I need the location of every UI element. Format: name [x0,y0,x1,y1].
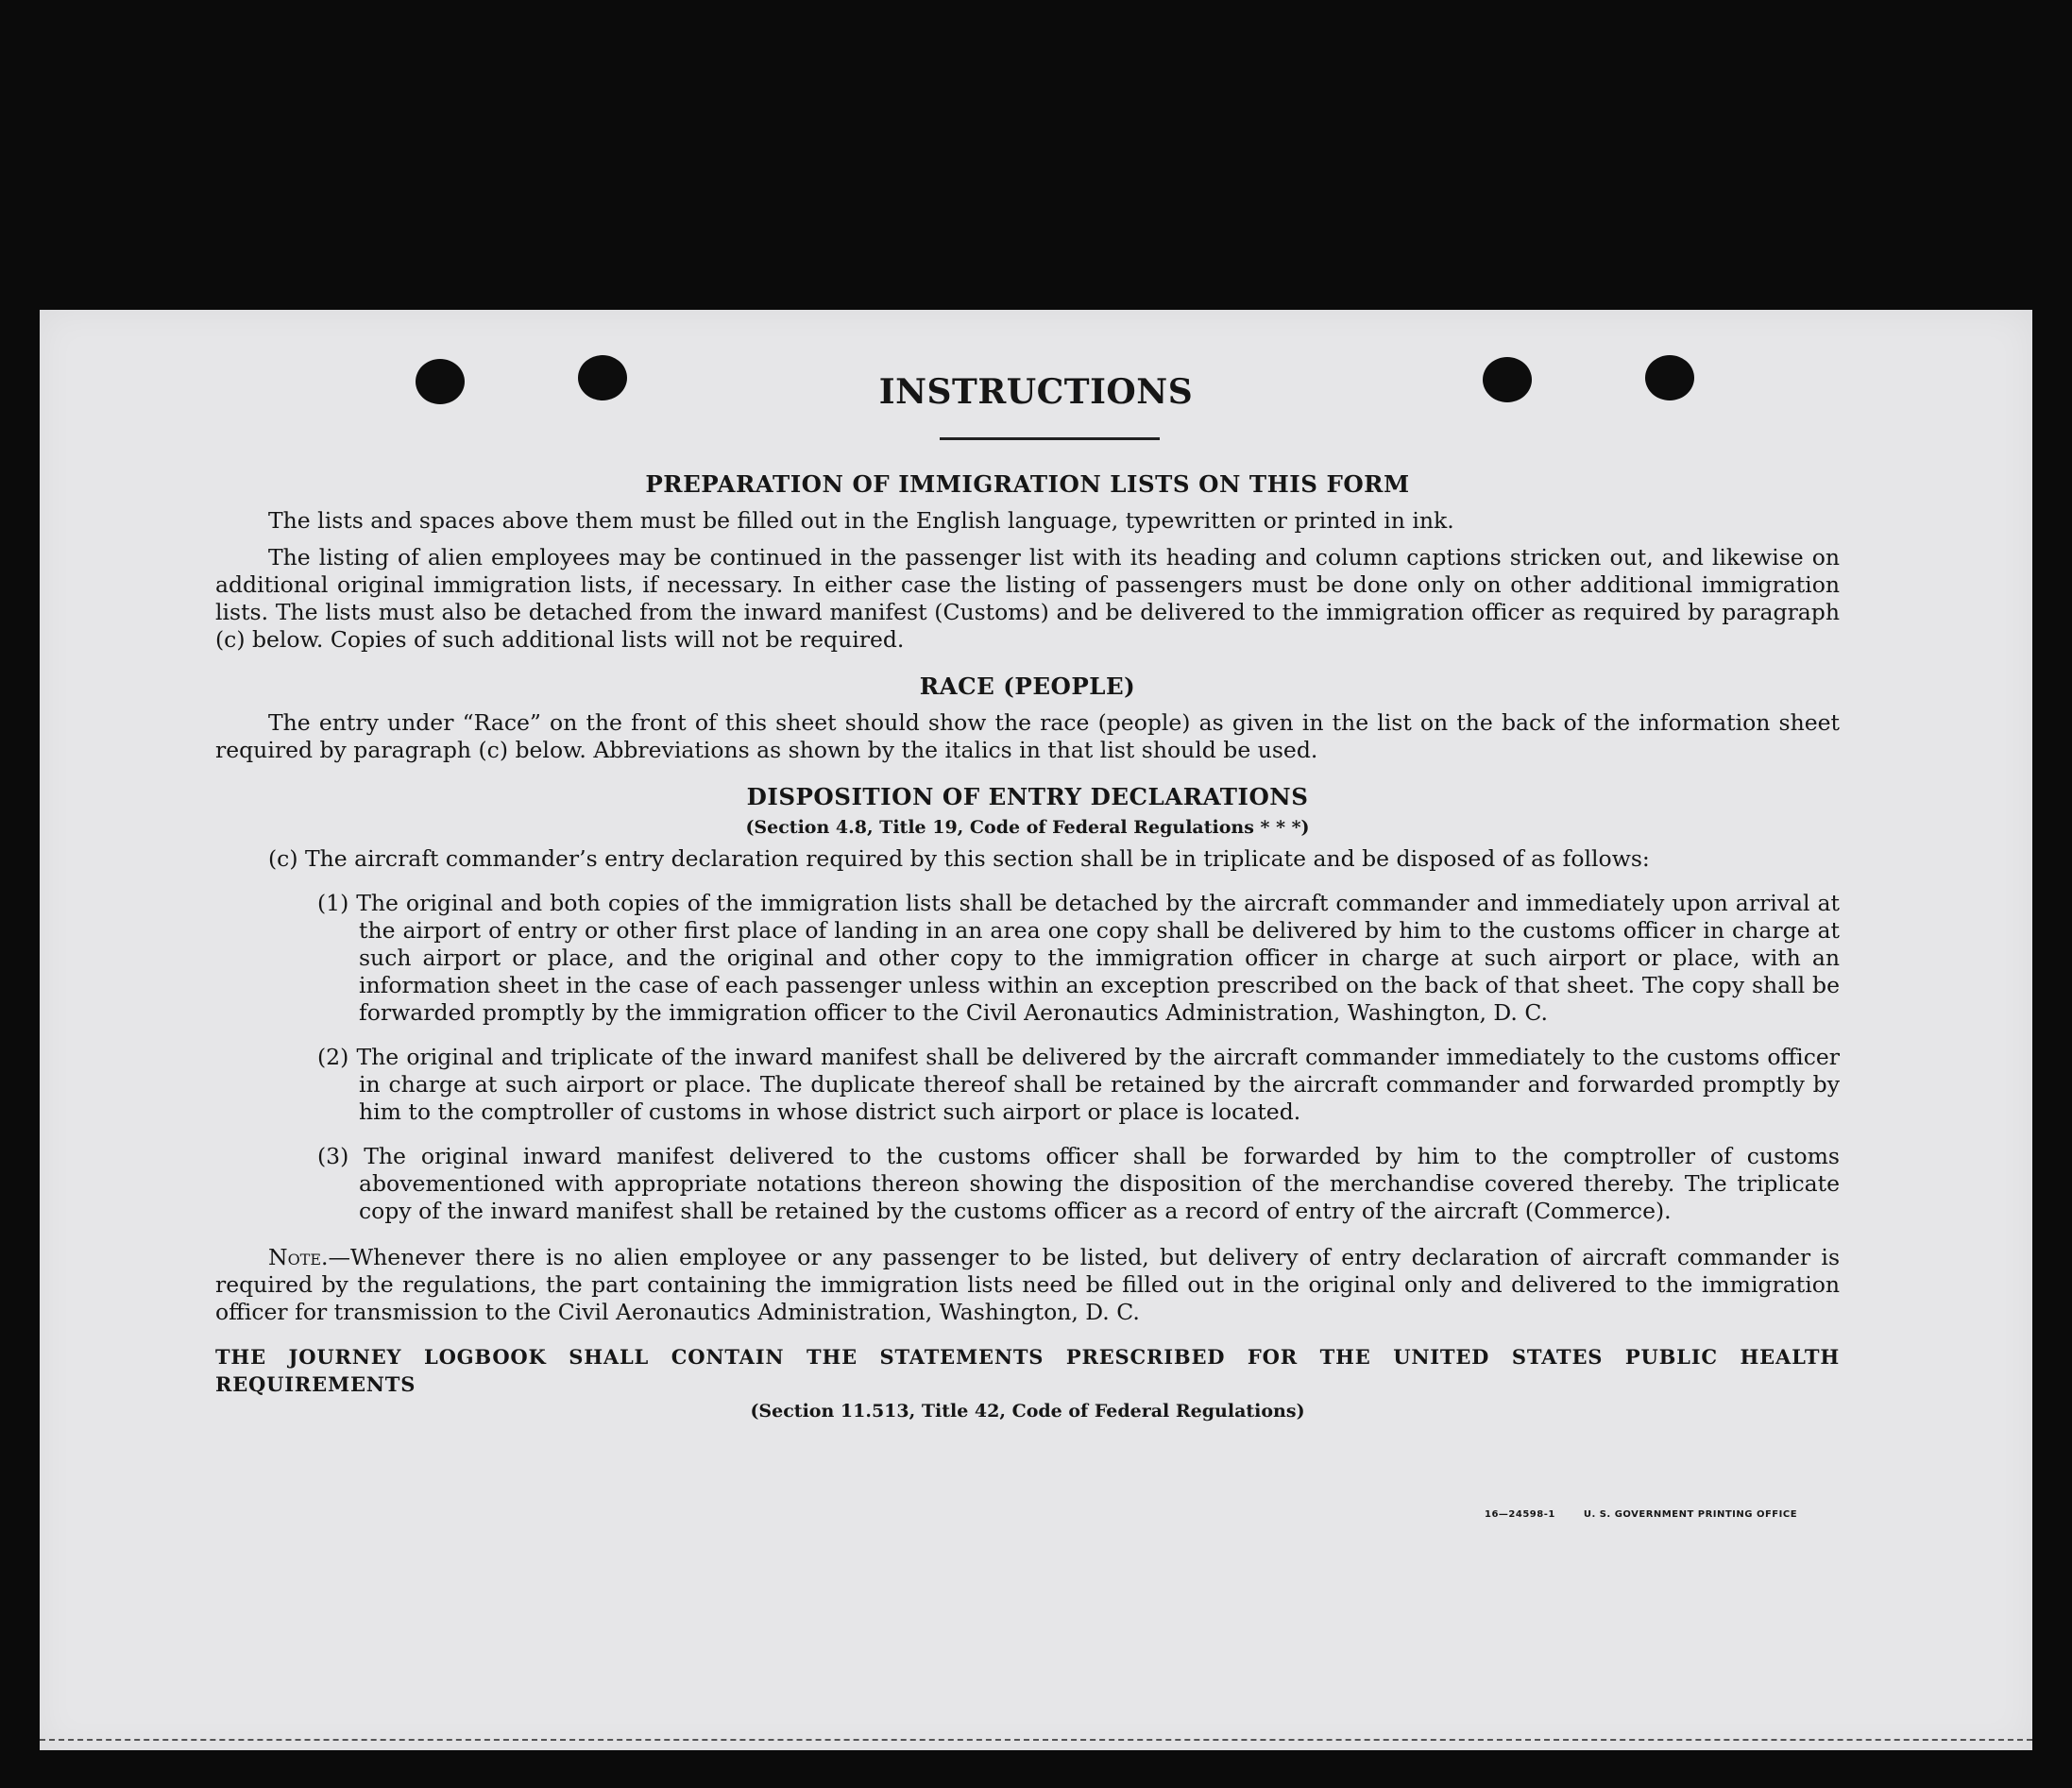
tear-line [40,1739,2032,1741]
race-heading: RACE (PEOPLE) [919,673,1136,700]
form-sheet [40,310,2032,1750]
title-underline [940,437,1160,440]
printer-footer [1485,1509,1797,1520]
disposition-citation: (Section 4.8, Title 19, Code of Federal Regulations * * *) [745,817,1310,838]
disposition-heading: DISPOSITION OF ENTRY DECLARATIONS [746,783,1309,810]
disposition-item-3: (3) The original inward manifest delivered to the customs officer shall be forwarded by him to the comptroller of customs abovementioned with appropriate notations thereon showing the disposition of the merchandise covered thereby. The triplicate copy of the inward manifest shall be retained by the customs officer as a record of entry of the aircraft (Commerce). [317,1143,1840,1224]
logbook-citation: (Section 11.513, Title 42, Code of Federal Regulations) [750,1401,1305,1422]
note-text: —Whenever there is no alien employee or any passenger to be listed, but delivery of entry declaration of aircraft commander is required by the regulations, the part containing the immigration lists need be filled out in the original only and delivered to the immigration officer for transmission to the Civil Aeronautics Administration, Washington, D. C. [215,1244,1840,1325]
instructions-body [215,470,1840,1425]
preparation-heading: PREPARATION OF IMMIGRATION LISTS ON THIS FORM [645,470,1410,498]
preparation-paragraph-2: The listing of alien employees may be continued in the passenger list with its heading and column captions stricken out, and likewise on additional original immigration lists, if necessary. In either case the listing of passengers must be done only on other additional immigration lists. The lists must also be detached from the inward manifest (Customs) and be delivered to the immigration officer as required by paragraph (c) below. Copies of such additional lists will not be required. [215,544,1840,653]
note-paragraph [215,1244,1840,1326]
page-title: INSTRUCTIONS [878,372,1194,412]
form-code: 16—24598-1 [1485,1509,1555,1520]
preparation-paragraph-1: The lists and spaces above them must be filled out in the English language, typewritten or printed in ink. [268,507,1454,534]
note-label: Note. [268,1244,329,1270]
disposition-intro: (c) The aircraft commander’s entry declaration required by this section shall be in triplicate and be disposed of as follows: [268,845,1650,872]
race-paragraph: The entry under “Race” on the front of this sheet should show the race (people) as given in the list on the back of the information sheet required by paragraph (c) below. Abbreviations as shown by the italics in that list should be used. [215,709,1840,763]
printer-name: U. S. GOVERNMENT PRINTING OFFICE [1583,1509,1798,1520]
disposition-item-1: (1) The original and both copies of the immigration lists shall be detached by the aircraft commander and immediately upon arrival at the airport of entry or other first place of landing in an area one copy shall be delivered by him to the customs officer in charge at such airport or place, and the original and other copy to the immigration officer in charge at such airport or place, with an information sheet in the case of each passenger unless within an exception prescribed on the back of that sheet. The copy shall be forwarded promptly by the immigration officer to the Civil Aeronautics Administration, Washington, D. C. [317,890,1840,1026]
logbook-statement: THE JOURNEY LOGBOOK SHALL CONTAIN THE STATEMENTS PRESCRIBED FOR THE UNITED STATES PUBLIC HEALTH REQUIREMENTS [215,1345,1840,1396]
disposition-item-2: (2) The original and triplicate of the inward manifest shall be delivered by the aircraft commander immediately to the customs officer in charge at such airport or place. The duplicate thereof shall be retained by the aircraft commander and forwarded promptly by him to the comptroller of customs in whose district such airport or place is located. [317,1044,1840,1125]
